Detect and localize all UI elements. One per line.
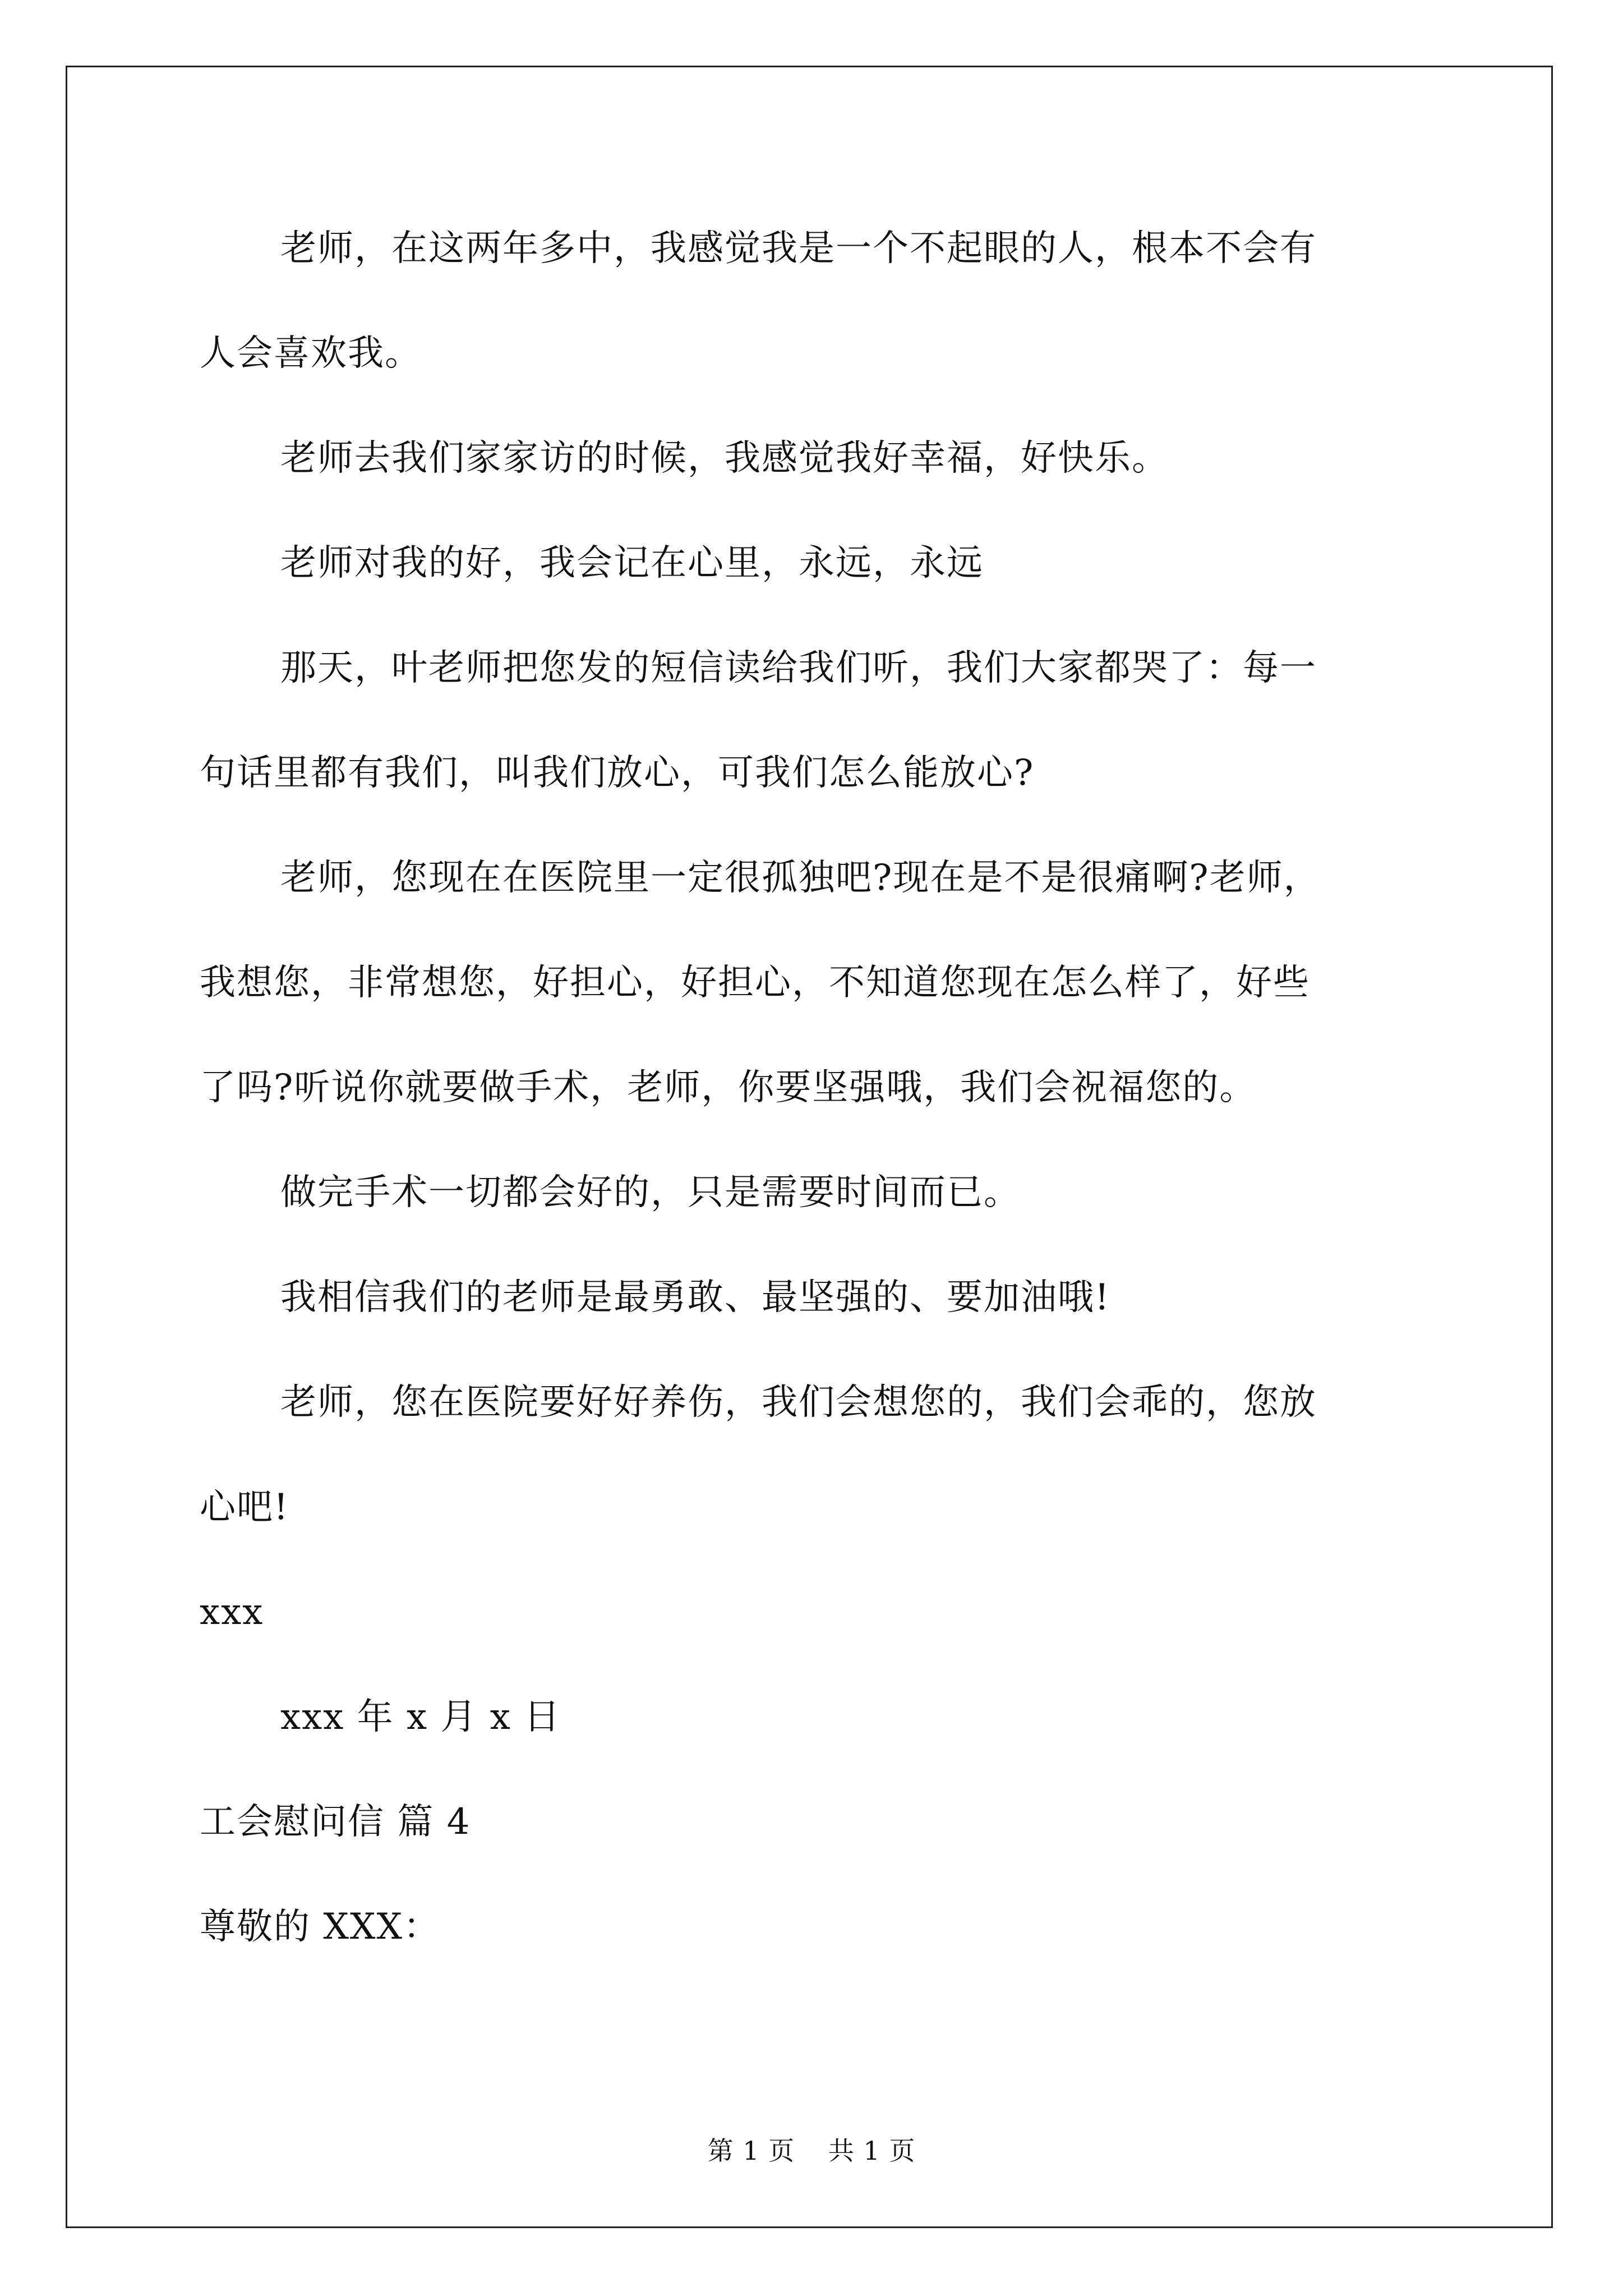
paragraph-line: 老师，您现在在医院里一定很孤独吧?现在是不是很痛啊?老师， <box>280 857 1321 899</box>
paragraph-line: 那天，叶老师把您发的短信读给我们听，我们大家都哭了：每一 <box>280 647 1317 689</box>
signature-date: xxx 年 x 月 x 日 <box>280 1696 561 1738</box>
paragraph-line: 我想您，非常想您，好担心，好担心，不知道您现在怎么样了，好些 <box>200 962 1310 1004</box>
paragraph-line: 做完手术一切都会好的，只是需要时间而已。 <box>280 1172 1021 1213</box>
page-total: 共 1 页 <box>828 2136 916 2166</box>
paragraph-line: 老师，您在医院要好好养伤，我们会想您的，我们会乖的，您放 <box>280 1382 1317 1423</box>
paragraph-line: 心吧! <box>200 1487 289 1528</box>
paragraph-line: 老师，在这两年多中，我感觉我是一个不起眼的人，根本不会有 <box>280 228 1317 269</box>
paragraph-line: 句话里都有我们，叫我们放心，可我们怎么能放心? <box>200 752 1035 794</box>
signature-name: xxx <box>200 1591 264 1633</box>
salutation: 尊敬的 XXX： <box>200 1906 441 1948</box>
paragraph-line: 人会喜欢我。 <box>200 333 422 374</box>
page-number: 第 1 页 <box>707 2136 795 2166</box>
section-heading: 工会慰问信 篇 4 <box>200 1801 471 1843</box>
page-footer <box>0 2138 1623 2164</box>
paragraph-line: 了吗?听说你就要做手术，老师，你要坚强哦，我们会祝福您的。 <box>200 1067 1257 1108</box>
paragraph-line: 老师对我的好，我会记在心里，永远，永远 <box>280 542 984 584</box>
paragraph-line: 老师去我们家家访的时候，我感觉我好幸福，好快乐。 <box>280 438 1169 479</box>
page-border <box>66 66 1553 2228</box>
paragraph-line: 我相信我们的老师是最勇敢、最坚强的、要加油哦! <box>280 1277 1110 1318</box>
